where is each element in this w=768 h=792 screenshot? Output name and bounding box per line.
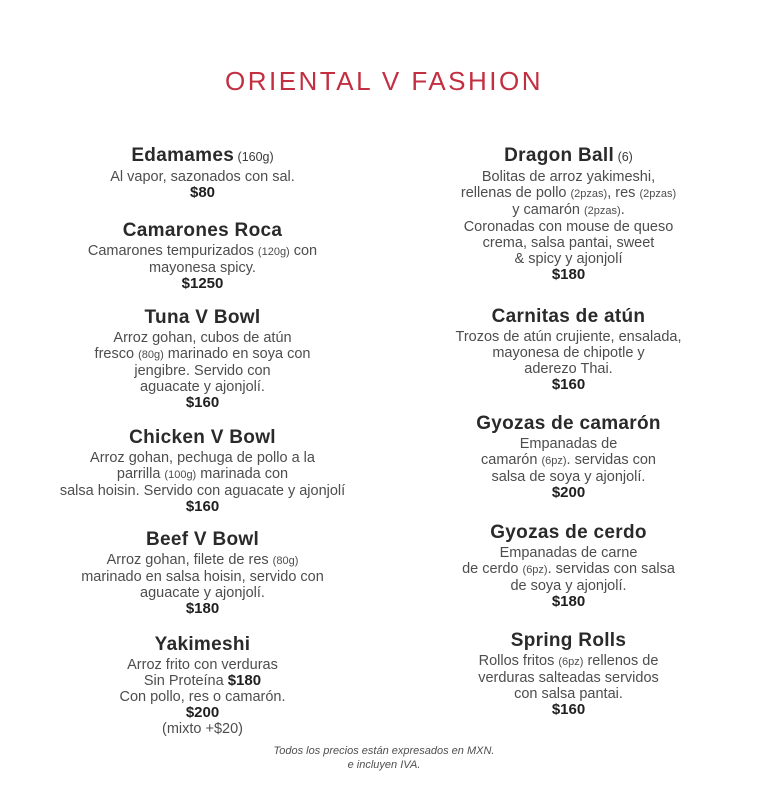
desc-text: rellenos de — [583, 653, 659, 669]
item-desc-line — [30, 673, 375, 689]
item-desc-line — [396, 251, 741, 267]
desc-text: Arroz frito con verduras — [127, 656, 278, 673]
menu-item — [396, 523, 741, 611]
item-desc-line — [30, 585, 375, 601]
desc-text: marinado en soya con — [163, 346, 311, 362]
item-desc-line — [30, 243, 375, 260]
desc-text: Al vapor, sazonados con sal. — [110, 169, 295, 185]
item-desc-line — [396, 545, 741, 561]
item-desc-line — [396, 436, 741, 452]
item-desc-line — [30, 721, 375, 737]
item-price — [30, 276, 375, 293]
desc-text: de soya y ajonjolí. — [510, 577, 627, 594]
item-desc-line — [396, 686, 741, 702]
item-desc-line — [30, 466, 375, 483]
price-text: $200 — [185, 703, 220, 721]
menu-item — [396, 146, 741, 284]
page-title: ORIENTAL V FASHION — [224, 66, 544, 96]
item-desc-line — [396, 169, 741, 185]
menu-column-right — [396, 146, 741, 740]
desc-text: Con pollo, res o camarón. — [119, 688, 286, 705]
item-desc-line — [396, 469, 741, 485]
item-name: Carnitas de atún — [491, 305, 646, 327]
item-desc-line — [30, 450, 375, 466]
item-desc-line — [30, 330, 375, 346]
item-desc-line — [30, 363, 375, 379]
price-text: $160 — [551, 375, 586, 393]
item-price — [396, 702, 741, 719]
desc-text: con — [289, 242, 318, 259]
desc-text: mayonesa de chipotle y — [492, 344, 645, 361]
item-desc-line — [30, 552, 375, 569]
footer-line-2: e incluyen IVA. — [347, 759, 421, 771]
price-text: $160 — [185, 394, 220, 411]
desc-text: Coronadas con mouse de queso — [463, 219, 674, 235]
price-text: $160 — [551, 701, 586, 718]
portion-note: (2pzas) — [570, 188, 608, 200]
desc-text: rellenas de pollo — [460, 185, 571, 201]
portion-note: (6pz) — [541, 455, 567, 467]
price-text: $200 — [551, 484, 586, 501]
menu-item — [396, 414, 741, 502]
item-desc-line — [396, 345, 741, 361]
price-text: $80 — [189, 184, 216, 201]
item-name: Gyozas de cerdo — [490, 521, 647, 543]
item-name: Beef V Bowl — [145, 529, 260, 550]
price-text: $180 — [227, 671, 262, 689]
item-desc-line — [30, 346, 375, 363]
desc-text: jengibre. Servido con — [134, 363, 271, 379]
desc-text: Arroz gohan, filete de res — [106, 552, 273, 568]
item-price — [30, 499, 375, 516]
desc-text: Rollos fritos — [478, 653, 559, 669]
desc-text: . servidas con salsa — [547, 560, 675, 577]
portion-note: (6pz) — [558, 656, 584, 668]
desc-text: Arroz gohan, pechuga de pollo a la — [90, 449, 315, 466]
menu-item — [30, 530, 375, 618]
item-price — [30, 395, 375, 412]
price-text: $160 — [185, 497, 220, 515]
item-name: Spring Rolls — [510, 630, 627, 651]
item-desc-line — [30, 689, 375, 705]
desc-text: Sin Proteína — [143, 672, 228, 689]
item-desc-line — [396, 202, 741, 219]
item-price — [30, 705, 375, 722]
desc-text: parrilla — [116, 465, 165, 482]
footer-note — [0, 744, 768, 772]
price-text: $180 — [185, 600, 220, 617]
desc-text: aguacate y ajonjolí. — [140, 585, 265, 601]
item-price — [30, 601, 375, 618]
desc-text: Empanadas de carne — [499, 544, 638, 561]
menu-item — [30, 635, 375, 738]
desc-text: y camarón — [512, 202, 584, 218]
item-price — [396, 377, 741, 394]
item-desc-line — [396, 452, 741, 469]
item-desc-line — [396, 329, 741, 345]
portion-note: (100g) — [164, 468, 197, 481]
menu-column-left — [30, 146, 375, 753]
item-desc-line — [30, 569, 375, 585]
item-desc-line — [30, 169, 375, 185]
item-price — [30, 185, 375, 202]
menu-item — [30, 146, 375, 202]
item-desc-line — [396, 219, 741, 235]
menu-item — [30, 308, 375, 412]
price-text: $180 — [551, 592, 586, 610]
desc-text: salsa de soya y ajonjolí. — [491, 469, 646, 485]
footer-line-1: Todos los precios están expresados en MXN. — [273, 745, 495, 757]
desc-text: , res — [607, 185, 640, 201]
desc-text: Camarones tempurizados — [87, 242, 258, 259]
desc-text: Bolitas de arroz yakimeshi, — [481, 169, 656, 185]
desc-text: aguacate y ajonjolí. — [140, 379, 265, 395]
desc-text: verduras salteadas servidos — [478, 670, 659, 686]
menu-item — [396, 631, 741, 719]
desc-text: salsa hoisin. Servido con aguacate y ajonjolí — [59, 482, 346, 499]
desc-text: marinada con — [196, 465, 289, 482]
desc-text: (mixto +$20) — [162, 721, 243, 737]
item-desc-line — [30, 483, 375, 499]
desc-text: aderezo Thai. — [524, 360, 613, 377]
item-name: Edamames (160g) — [131, 145, 274, 166]
item-name: Gyozas de camarón — [476, 413, 661, 434]
menu-item — [30, 428, 375, 516]
item-price — [396, 267, 741, 284]
desc-text: con salsa pantai. — [514, 686, 623, 702]
desc-text: fresco — [94, 346, 139, 362]
item-desc-line — [396, 361, 741, 377]
item-name: Dragon Ball (6) — [504, 145, 633, 166]
desc-text: Trozos de atún crujiente, ensalada, — [455, 328, 682, 345]
desc-text: . — [620, 202, 625, 218]
item-desc-line — [30, 657, 375, 673]
item-size-note: (6) — [614, 150, 633, 164]
item-desc-line — [396, 578, 741, 594]
portion-note: (80g) — [272, 555, 299, 567]
desc-text: marinado en salsa hoisin, servido con — [81, 569, 324, 585]
menu-item — [396, 307, 741, 394]
desc-text: mayonesa spicy. — [149, 259, 256, 276]
menu-item — [30, 221, 375, 293]
item-desc-line — [30, 260, 375, 276]
item-desc-line — [396, 653, 741, 670]
desc-text: camarón — [481, 452, 542, 468]
item-name: Camarones Roca — [122, 219, 283, 241]
price-text: $180 — [551, 266, 586, 283]
portion-note: (80g) — [138, 349, 164, 361]
item-desc-line — [396, 670, 741, 686]
item-name: Yakimeshi — [154, 633, 251, 655]
item-price — [396, 485, 741, 502]
desc-text: & spicy y ajonjolí — [514, 251, 623, 267]
portion-note: (120g) — [257, 245, 290, 258]
item-desc-line — [396, 561, 741, 578]
desc-text: de cerdo — [462, 560, 523, 577]
item-size-note: (160g) — [234, 150, 274, 164]
item-name: Chicken V Bowl — [129, 426, 276, 448]
desc-text: crema, salsa pantai, sweet — [482, 235, 655, 251]
item-desc-line — [396, 235, 741, 251]
item-price — [396, 594, 741, 611]
item-name: Tuna V Bowl — [144, 307, 261, 328]
desc-text: Arroz gohan, cubos de atún — [113, 330, 292, 346]
item-desc-line — [30, 379, 375, 395]
portion-note: (6pz) — [522, 563, 548, 576]
desc-text: Empanadas de — [519, 436, 618, 452]
price-text: $1250 — [181, 274, 224, 292]
desc-text: . servidas con — [566, 452, 656, 468]
portion-note: (2pzas) — [639, 188, 677, 200]
portion-note: (2pzas) — [584, 205, 621, 217]
item-desc-line — [396, 185, 741, 202]
